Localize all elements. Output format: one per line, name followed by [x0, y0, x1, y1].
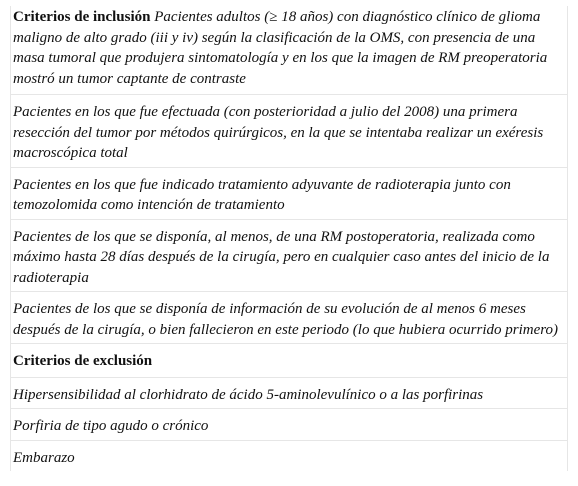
exclusion-item-3: Embarazo: [13, 449, 75, 466]
exclusion-item-1: Hipersensibilidad al clorhidrato de ácido 5-aminolevulínico o a las porfirinas: [13, 386, 484, 403]
exclusion-item-2: Porfiria de tipo agudo o crónico: [13, 418, 209, 434]
exclusion-item-cell: [11, 440, 568, 471]
criteria-table: [10, 6, 568, 471]
inclusion-item-4: Pacientes de los que se disponía, al menos, de una RM postoperatoria, realizada como máximo hasta 28 días después de la cirugía, pero en cualquier caso antes del inicio de la radioterapia: [13, 228, 550, 286]
exclusion-item-cell: [11, 409, 568, 441]
table-row: [11, 377, 568, 409]
exclusion-heading-row: [11, 344, 568, 378]
inclusion-item-5: Pacientes de los que se disponía de información de su evolución de al menos 6 meses después de la cirugía, o bien fallecieron en este periodo (lo que hubiera ocurrido primero): [13, 301, 559, 338]
exclusion-heading-cell: [11, 344, 568, 378]
inclusion-item-cell: [11, 167, 568, 219]
inclusion-item-cell: [11, 95, 568, 168]
inclusion-item-cell: [11, 292, 568, 344]
table-row: [11, 292, 568, 344]
inclusion-item-cell: [11, 219, 568, 292]
inclusion-item-2: Pacientes en los que fue efectuada (con posterioridad a julio del 2008) una primera resección del tumor por métodos quirúrgicos, en la que se intentaba realizar un exéresis macroscópica total: [13, 104, 544, 161]
table-row: [11, 409, 568, 441]
inclusion-item-3: Pacientes en los que fue indicado tratamiento adyuvante de radioterapia junto con temozolomida como intención de tratamiento: [13, 176, 511, 213]
inclusion-heading: Criterios de inclusión: [13, 9, 151, 25]
table-row: [11, 440, 568, 471]
inclusion-cell: [11, 6, 568, 95]
inclusion-row: [11, 6, 568, 95]
exclusion-heading: Criterios de exclusión: [13, 353, 153, 369]
exclusion-item-cell: [11, 377, 568, 409]
table-row: [11, 219, 568, 292]
table-row: [11, 95, 568, 168]
table-row: [11, 167, 568, 219]
inclusion-item-1: Pacientes adultos (≥ 18 años) con diagnóstico clínico de glioma maligno de alto grado (iii y iv) según la clasificación de la OMS, con presencia de una masa tumoral que produjera sintomatología y en los que la imagen de RM preoperatoria mostró un tumor captante de contraste: [13, 9, 548, 87]
